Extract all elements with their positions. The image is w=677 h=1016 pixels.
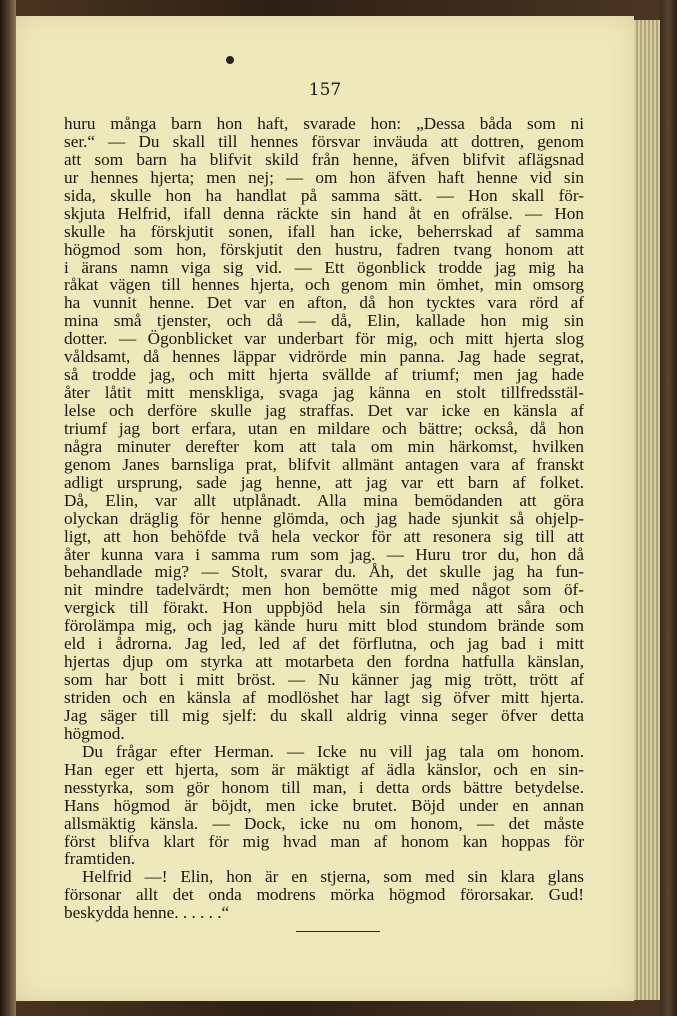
text-line: dotter. — Ögonblicket var underbart för mig, och mitt hjerta slog (64, 329, 584, 349)
text-line: Han eger ett hjerta, som är mäktigt af ädla känslor, och en sin- (64, 759, 584, 779)
text-line: högmod som hon, förskjutit den hustru, fadren tvang honom att (64, 239, 584, 259)
text-line: nesstyrka, som gör honom till man, i detta ords bättre betydelse. (64, 777, 584, 797)
text-line: ligt, att hon behöfde två hela veckor för att resonera sig till att (64, 526, 584, 546)
text-line: förolämpa mig, och jag kände huru mitt blod stundom brände som (64, 616, 584, 636)
text-line: högmod. (64, 723, 125, 743)
text-line: i ärans namn viga sig vid. — Ett ögonblick trodde jag mig ha (64, 257, 584, 277)
text-line: så trodde jag, och mitt hjerta svällde af triumf; men jag hade (64, 365, 584, 385)
text-line: försonar allt det onda modrens mörka högmod förorsakar. Gud! (64, 885, 584, 905)
text-line: åter låtit mitt menskliga, svaga jag känna en stolt tillfredsstäl- (64, 383, 584, 403)
text-line: ha vunnit henne. Det var en afton, då hon tycktes vara rörd af (64, 293, 584, 313)
text-line: allsmäktig känsla. — Dock, icke nu om honom, — det måste (64, 813, 584, 833)
book-cover-edge (660, 0, 677, 1016)
text-line: våldsamt, då hennes läppar vidrörde min panna. Jag hade segrat, (64, 347, 584, 367)
ink-blot-ornament (226, 56, 234, 64)
text-line: råkat vägen till hennes hjerta, och genom min ömhet, min omsorg (64, 275, 584, 295)
text-line: Jag säger till mig sjelf: du skall aldrig vinna seger öfver detta (64, 705, 584, 725)
text-line: Hans högmod är böjdt, men icke brutet. Böjd under en annan (64, 795, 584, 815)
text-line: olyckan dräglig för henne glömda, och jag hade sjunkit så ohjelp- (64, 508, 584, 528)
text-line: eld i ådrorna. Jag led, led af det förflutna, och jag bad i mitt (64, 634, 584, 654)
text-line: huru många barn hon haft, svarade hon: „Dessa båda som ni (64, 114, 584, 133)
text-line: triumf jag bort erfara, utan en mildare och bättre; också, då hon (64, 418, 584, 438)
text-line: några minuter derefter kom att tala om min härkomst, hvilken (64, 436, 584, 456)
book-page (16, 16, 634, 1001)
text-line: nit mindre tadelvärdt; men hon bemötte mig med något som öf- (64, 580, 584, 600)
text-line: som har bott i mitt bröst. — Nu känner jag mig trött, trött af (64, 670, 584, 690)
text-line: åter kunna vara i samma rum som jag. — Huru tror du, hon då (64, 544, 584, 564)
text-line: Du frågar efter Herman. — Icke nu vill jag tala om honom. (82, 741, 584, 761)
text-line: vergick till förakt. Hon uppbjöd hela sin förmåga att såra och (64, 598, 584, 618)
text-line: först blifva klart för mig hvad man af honom kan hoppas för (64, 831, 584, 851)
text-line: ser.“ — Du skall till hennes försvar inväuda att dottren, genom (64, 131, 584, 151)
facing-page-edge (0, 0, 16, 1016)
text-line: beskydda henne. . . . . .“ (64, 903, 230, 923)
text-line: framtiden. (64, 849, 136, 869)
text-line: lelse och derföre skulle jag straffas. Det var icke en känsla af (64, 401, 584, 420)
page-number: 157 (308, 80, 342, 100)
text-line: Då, Elin, var allt utplånadt. Alla mina bemödanden att göra (64, 490, 584, 510)
body-text (64, 115, 584, 922)
text-line: striden och en känsla af modlöshet har lagt sig öfver mitt hjerta. (64, 688, 584, 707)
text-line: hjertas djup om styrka att motarbeta den fordna hatfulla känslan, (64, 652, 584, 672)
text-line: mina små tjenster, och då — då, Elin, kallade hon mig sin (64, 311, 584, 331)
closing-rule (296, 931, 380, 932)
text-line: genom Janes barnsliga prat, blifvit allmänt antagen vara af franskt (64, 454, 584, 474)
text-line: att som barn ha blifvit skild från henne, äfven blifvit aflägsnad (64, 149, 584, 169)
text-line: Helfrid —! Elin, hon är en stjerna, som med sin klara glans (82, 867, 584, 887)
text-line: adligt ursprung, sade jag henne, att jag var ett barn af folket. (64, 472, 584, 492)
text-line: skjuta Helfrid, ifall denna räckte sin hand åt en ofrälse. — Hon (64, 203, 584, 223)
page-stack-edge (634, 20, 660, 1000)
text-line: skulle ha förskjutit sonen, ifall han icke, beherrskad af samma (64, 221, 584, 241)
text-line: sida, skulle hon ha handlat på samma sätt. — Hon skall för- (64, 185, 584, 205)
text-line: behandlade mig? — Stolt, svarar du. Åh, det skulle jag ha fun- (64, 562, 584, 582)
text-line: ur hennes hjerta; men nej; — om hon äfven haft henne vid sin (64, 167, 584, 187)
